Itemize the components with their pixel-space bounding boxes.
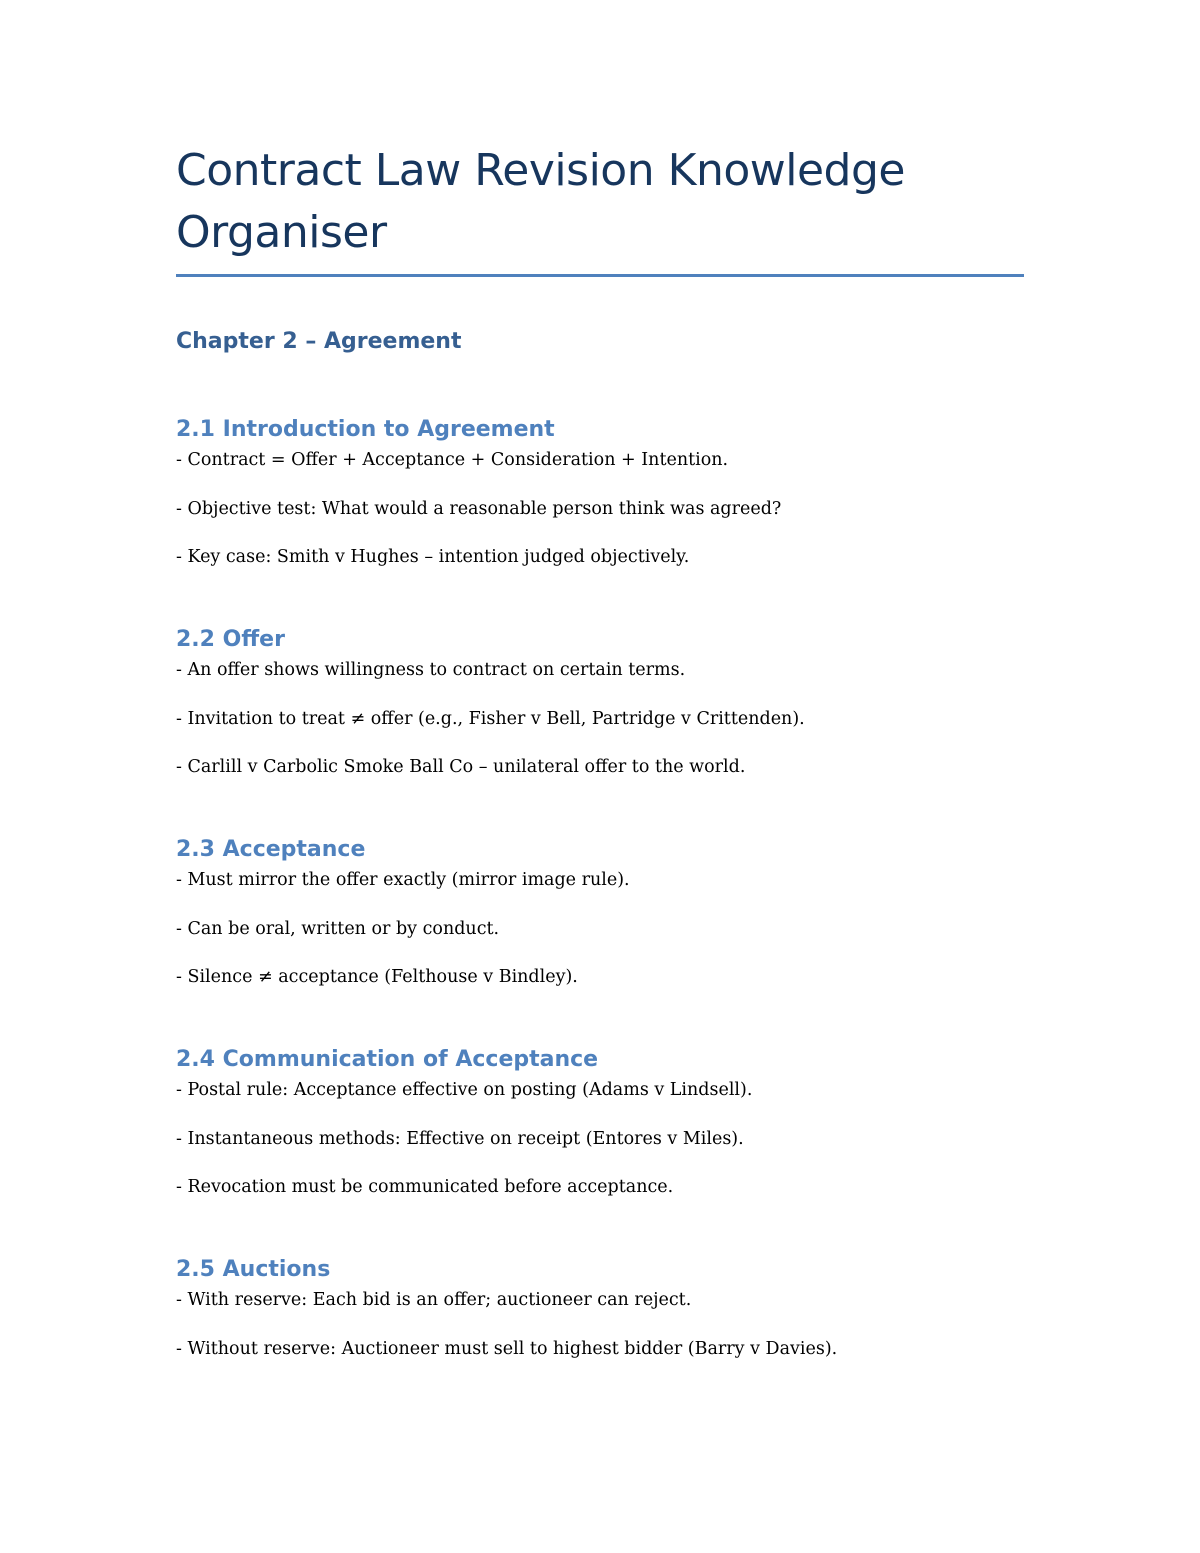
section-heading: 2.1 Introduction to Agreement xyxy=(176,417,555,442)
section-heading: 2.3 Acceptance xyxy=(176,837,366,862)
document-title: Contract Law Revision Knowledge Organiser xyxy=(176,145,905,258)
section-point: - An offer shows willingness to contract on certain terms. xyxy=(176,660,686,680)
section-point: - Can be oral, written or by conduct. xyxy=(176,918,500,939)
chapter-heading: Chapter 2 – Agreement xyxy=(176,329,462,354)
section-heading: 2.5 Auctions xyxy=(176,1257,331,1282)
section-point: - Revocation must be communicated before acceptance. xyxy=(176,1177,674,1197)
title-divider xyxy=(176,274,1024,277)
section-heading: 2.4 Communication of Acceptance xyxy=(176,1047,599,1072)
section-acceptance xyxy=(176,835,1024,989)
section-auctions xyxy=(176,1255,1024,1361)
section-heading: 2.2 Offer xyxy=(176,627,285,652)
section-point: - Must mirror the offer exactly (mirror image rule). xyxy=(176,870,630,890)
section-point: - Invitation to treat ≠ offer (e.g., Fisher v Bell, Partridge v Crittenden). xyxy=(176,708,805,729)
section-point: - Contract = Offer + Acceptance + Consideration + Intention. xyxy=(176,450,729,470)
section-offer xyxy=(176,625,1024,779)
section-point: - Objective test: What would a reasonable person think was agreed? xyxy=(176,498,782,519)
section-point: - Carlill v Carbolic Smoke Ball Co – unilateral offer to the world. xyxy=(176,757,746,777)
document-page xyxy=(176,140,1024,1361)
section-point: - Key case: Smith v Hughes – intention judged objectively. xyxy=(176,547,690,567)
section-point: - Silence ≠ acceptance (Felthouse v Bindley). xyxy=(176,967,578,987)
section-intro-agreement xyxy=(176,415,1024,569)
section-point: - Instantaneous methods: Effective on receipt (Entores v Miles). xyxy=(176,1128,744,1149)
section-point: - Without reserve: Auctioneer must sell to highest bidder (Barry v Davies). xyxy=(176,1338,838,1359)
section-communication-of-acceptance xyxy=(176,1045,1024,1199)
section-point: - With reserve: Each bid is an offer; auctioneer can reject. xyxy=(176,1290,692,1310)
section-point: - Postal rule: Acceptance effective on posting (Adams v Lindsell). xyxy=(176,1080,753,1100)
